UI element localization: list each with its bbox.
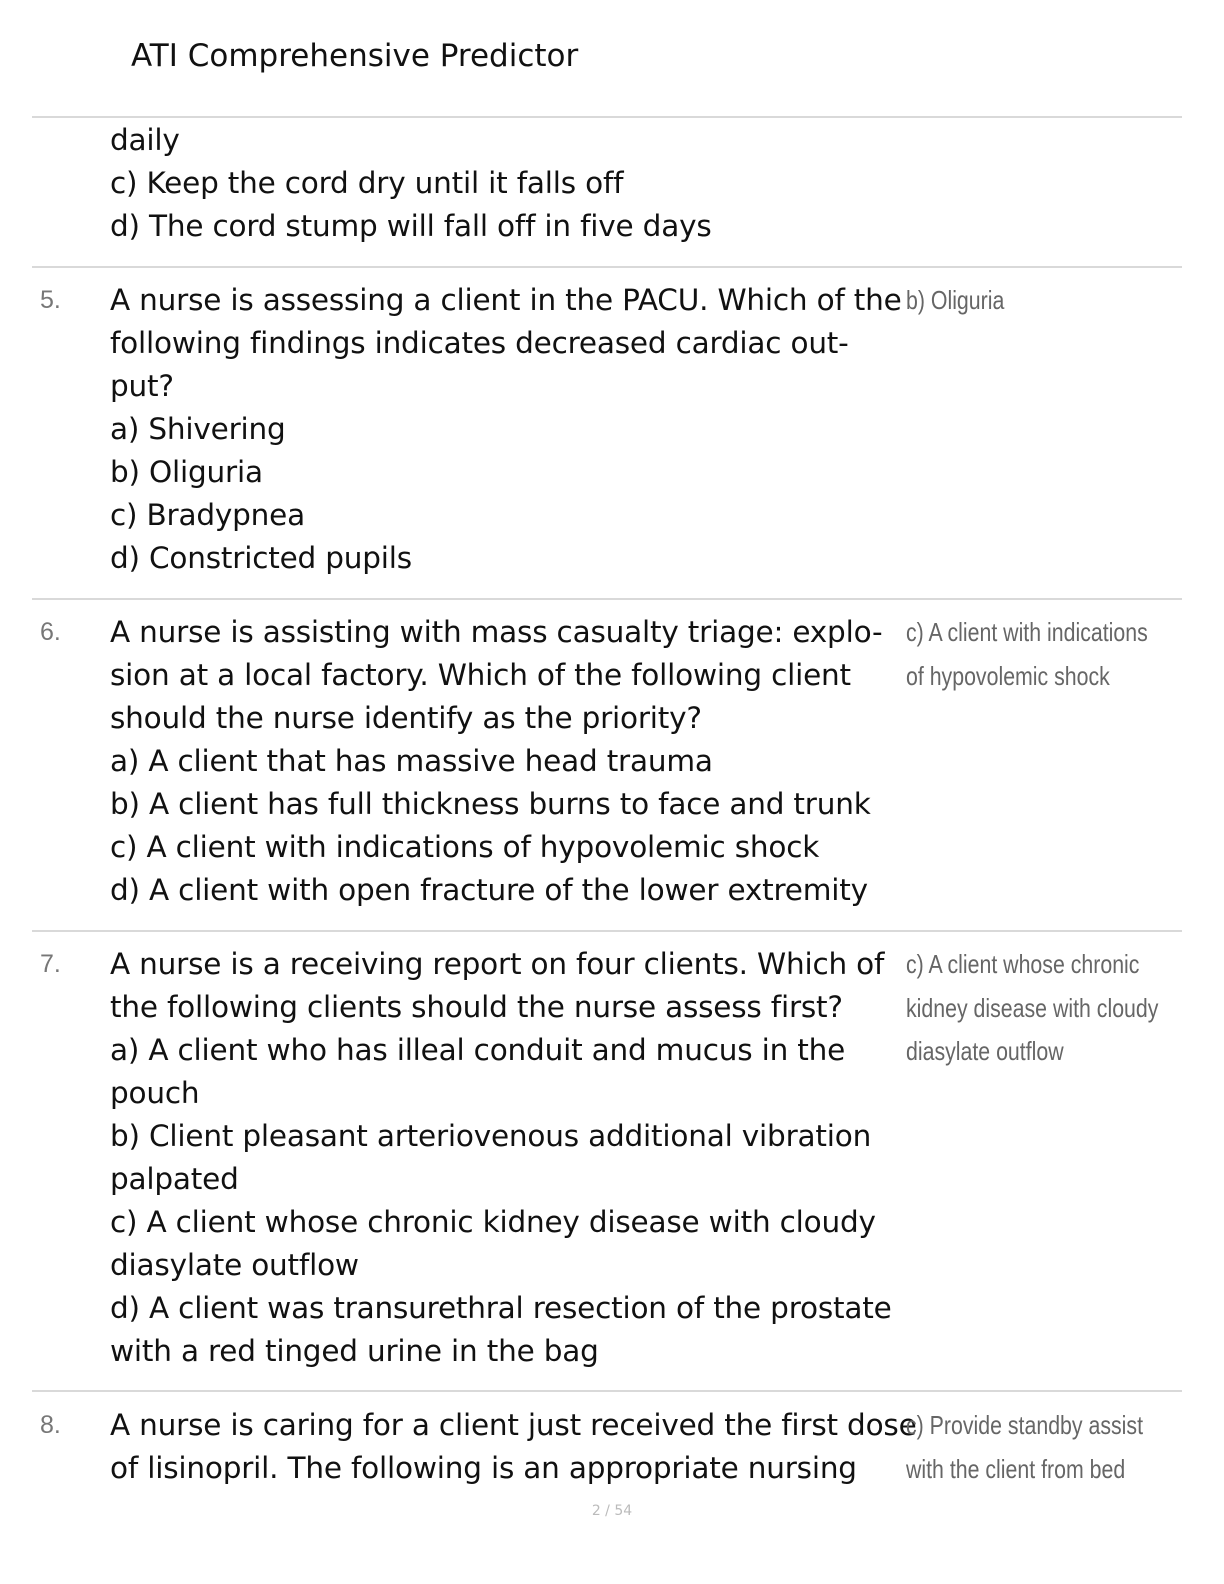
answer-text xyxy=(906,1404,1143,1491)
question-number: 7. xyxy=(40,950,61,978)
option-a: a) A client that has massive head trauma xyxy=(110,744,713,778)
option-c: c) Keep the cord dry until it falls off xyxy=(110,166,624,200)
option-a-cont: pouch xyxy=(110,1076,200,1110)
question-line: A nurse is caring for a client just received the first dose xyxy=(110,1408,917,1442)
option-c: c) A client whose chronic kidney disease with cloudy xyxy=(110,1205,876,1239)
question-line: of lisinopril. The following is an appropriate nursing xyxy=(110,1451,857,1485)
option-a: a) Shivering xyxy=(110,412,286,446)
question-number: 6. xyxy=(40,618,61,646)
question-line: put? xyxy=(110,369,174,403)
question-line: A nurse is assessing a client in the PACU. Which of the xyxy=(110,283,902,317)
question-number: 5. xyxy=(40,286,61,314)
answer-line: of hypovolemic shock xyxy=(906,660,1110,691)
question-line: should the nurse identify as the priority? xyxy=(110,701,702,735)
option-b: b) A client has full thickness burns to face and trunk xyxy=(110,787,871,821)
answer-text xyxy=(906,943,1159,1074)
document-title: ATI Comprehensive Predictor xyxy=(131,38,579,74)
option-c-cont: diasylate outflow xyxy=(110,1248,359,1282)
answer-line: c) Provide standby assist xyxy=(906,1410,1143,1440)
option-b: b) Oliguria xyxy=(110,455,263,489)
question-line: sion at a local factory. Which of the following client xyxy=(110,658,851,692)
answer-line: b) Oliguria xyxy=(906,285,1005,315)
option-d: d) A client was transurethral resection of the prostate xyxy=(110,1291,892,1325)
question-text xyxy=(110,611,902,912)
question-line: daily xyxy=(110,123,180,157)
page-number: 2 / 54 xyxy=(591,1503,633,1519)
question-text xyxy=(110,1404,917,1490)
question-text xyxy=(110,279,902,580)
answer-text xyxy=(906,611,1148,698)
option-b-cont: palpated xyxy=(110,1162,239,1196)
divider xyxy=(32,1390,1182,1392)
answer-line: with the client from bed xyxy=(906,1453,1126,1484)
option-c: c) Bradypnea xyxy=(110,498,305,532)
divider xyxy=(32,598,1182,600)
answer-line: c) A client whose chronic xyxy=(906,949,1140,979)
question-line: A nurse is a receiving report on four clients. Which of xyxy=(110,947,885,981)
question-continuation xyxy=(110,119,902,248)
option-d: d) A client with open fracture of the lower extremity xyxy=(110,873,868,907)
question-text xyxy=(110,943,902,1373)
answer-line: c) A client with indications xyxy=(906,617,1148,647)
divider xyxy=(32,116,1182,118)
option-c: c) A client with indications of hypovolemic shock xyxy=(110,830,820,864)
question-line: the following clients should the nurse assess first? xyxy=(110,990,843,1024)
answer-line: kidney disease with cloudy xyxy=(906,992,1159,1023)
question-number: 8. xyxy=(40,1411,61,1439)
question-line: following findings indicates decreased cardiac out- xyxy=(110,326,849,360)
question-line: A nurse is assisting with mass casualty triage: explo- xyxy=(110,615,883,649)
option-d-cont: with a red tinged urine in the bag xyxy=(110,1334,599,1368)
option-d: d) Constricted pupils xyxy=(110,541,412,575)
divider xyxy=(32,930,1182,932)
option-a: a) A client who has illeal conduit and mucus in the xyxy=(110,1033,846,1067)
option-b: b) Client pleasant arteriovenous additional vibration xyxy=(110,1119,872,1153)
answer-line: diasylate outflow xyxy=(906,1036,1064,1066)
answer-text xyxy=(906,279,1127,323)
option-d: d) The cord stump will fall off in five days xyxy=(110,209,712,243)
divider xyxy=(32,266,1182,268)
